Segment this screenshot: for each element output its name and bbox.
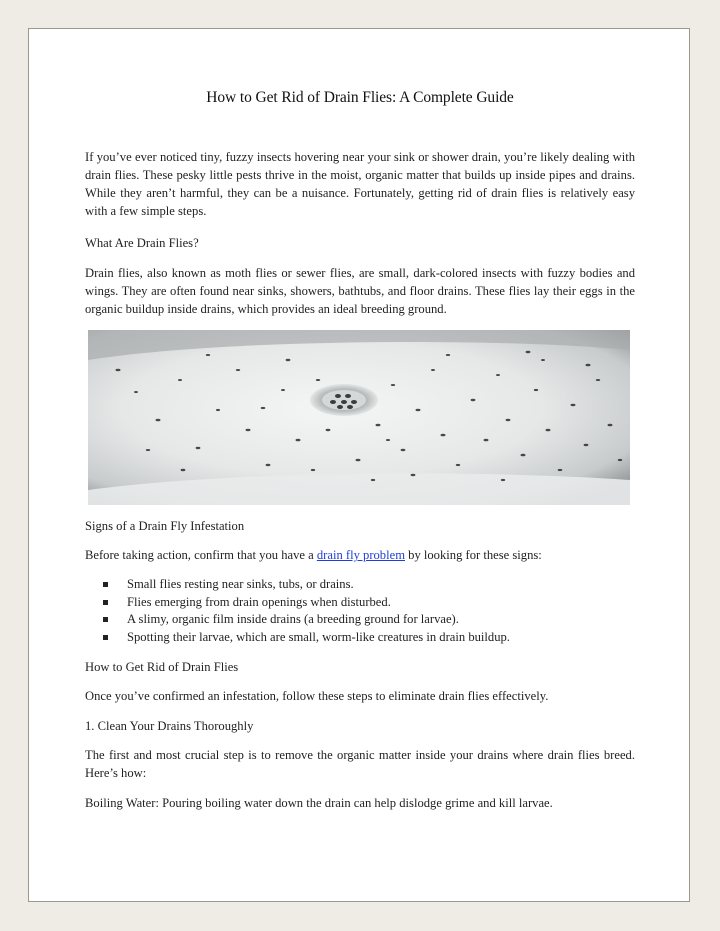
list-item (85, 611, 635, 629)
section-heading-howto: How to Get Rid of Drain Flies (85, 660, 239, 674)
square-bullet-icon (103, 635, 108, 640)
drain-fly-problem-link[interactable]: drain fly problem (316, 548, 405, 562)
drain-flies-photo (85, 330, 635, 505)
sink-with-flies-image (88, 330, 630, 505)
square-bullet-icon (103, 600, 108, 605)
document-content (85, 89, 635, 812)
boiling-water-label: Boiling Water: (85, 796, 159, 810)
list-item (85, 576, 635, 594)
section-heading-signs: Signs of a Drain Fly Infestation (85, 519, 245, 533)
list-item-text: Small flies resting near sinks, tubs, or drains. (127, 577, 354, 591)
list-item (85, 594, 635, 612)
intro-paragraph: If you’ve ever noticed tiny, fuzzy insects hovering near your sink or shower drain, you’re likely dealing with drain flies. These pesky little pests thrive in the moist, organic matter that builds up inside pipes and drains. While they aren’t harmful, they can be a nuisance. Fortunately, getting rid of drain flies is relatively easy with a few simple steps. (85, 150, 635, 218)
list-item (85, 629, 635, 647)
signs-intro-after: by looking for these signs: (405, 548, 542, 562)
list-item-text: Spotting their larvae, which are small, worm-like creatures in drain buildup. (127, 629, 510, 644)
signs-list (85, 576, 635, 646)
list-item-text: A slimy, organic film inside drains (a breeding ground for larvae). (127, 612, 459, 626)
what-paragraph: Drain flies, also known as moth flies or sewer flies, are small, dark-colored insects with fuzzy bodies and wings. They are often found near sinks, showers, bathtubs, and floor drains. These flies lay their eggs in the organic buildup inside drains, which provides an ideal breeding ground. (85, 266, 635, 316)
document-page (28, 28, 690, 902)
square-bullet-icon (103, 617, 108, 622)
howto-paragraph: Once you’ve confirmed an infestation, follow these steps to eliminate drain flies effectively. (85, 689, 549, 703)
clean-paragraph: The first and most crucial step is to remove the organic matter inside your drains where drain flies breed. Here’s how: (85, 748, 635, 780)
section-heading-what: What Are Drain Flies? (85, 236, 199, 250)
square-bullet-icon (103, 582, 108, 587)
signs-intro-paragraph (85, 546, 635, 564)
page-title: How to Get Rid of Drain Flies: A Complete Guide (206, 89, 514, 106)
boiling-water-paragraph (85, 794, 635, 812)
signs-intro-before: Before taking action, confirm that you have a (85, 548, 317, 562)
list-item-text: Flies emerging from drain openings when disturbed. (127, 594, 391, 609)
section-heading-clean: 1. Clean Your Drains Thoroughly (85, 719, 254, 733)
boiling-water-text: Pouring boiling water down the drain can help dislodge grime and kill larvae. (158, 796, 553, 810)
